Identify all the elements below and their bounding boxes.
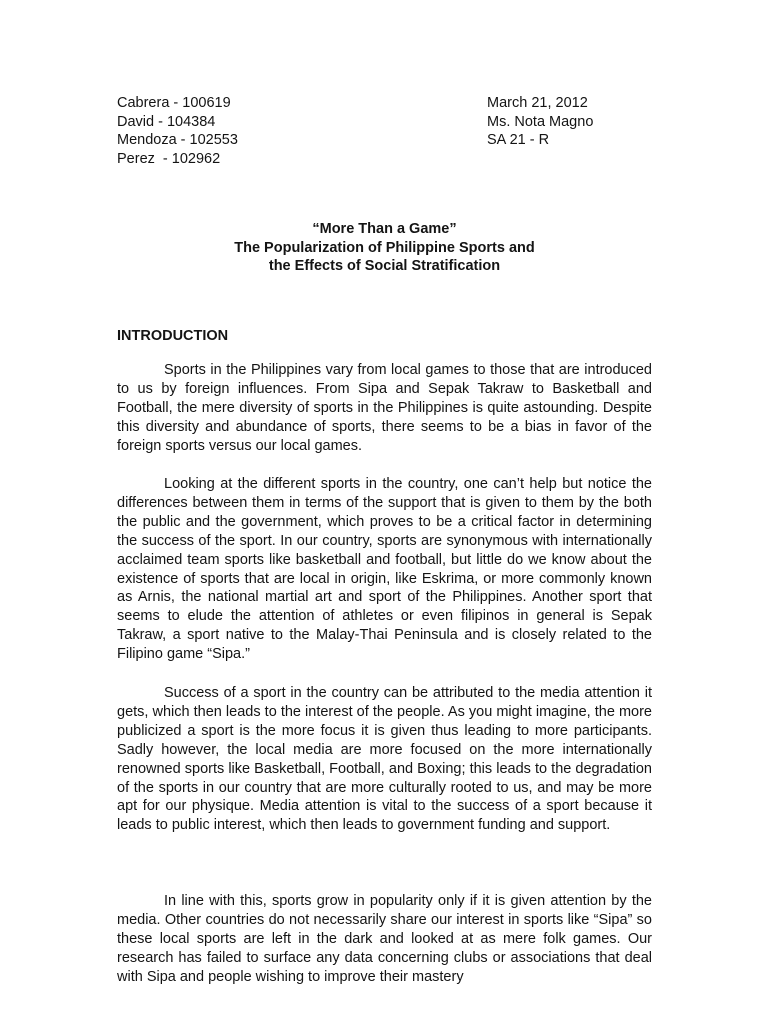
body-paragraph-1: Sports in the Philippines vary from local games to those that are introduced to us by foreign influences. From Sipa and Sepak Takraw to Basketball and Football, the mere diversity of sports in the Philippines is quite astounding. Despite this diversity and abundance of sports, there seems to be a bias in favor of the foreign sports versus our local games. [117, 362, 652, 454]
body-paragraph-3: Success of a sport in the country can be attributed to the media attention it gets, which then leads to the interest of the people. As you might imagine, the more publicized a sport is the more focus it is given thus leading to more participants. Sadly however, the local media are more focused on the more internationally renowned sports like Basketball, Football, and Boxing; this leads to the degradation of the sports in our country that are more culturally rooted to us, and may be more apt for our physique. Media attention is vital to the success of a sport because it leads to public interest, which then leads to government funding and support. [117, 685, 652, 834]
section-line: SA 21 - R [487, 132, 550, 149]
body-paragraph-4: In line with this, sports grow in popularity only if it is given attention by the media. Other countries do not necessarily share our interest in sports like “Sipa” so these local sports are left in the dark and looked at as mere folk games. Our research has failed to surface any data concerning clubs or associations that deal with Sipa and people wishing to improve their mastery [117, 893, 652, 985]
document-title [117, 220, 652, 276]
author-line: Perez - 102962 [117, 151, 221, 168]
author-list [117, 94, 238, 169]
author-line: Mendoza - 102553 [117, 132, 238, 149]
body-paragraph-2: Looking at the different sports in the country, one can’t help but notice the differences between them in terms of the support that is given to them by the both the public and the government, which proves to be a critical factor in determining the success of the sport. In our country, sports are synonymous with internationally acclaimed team sports like basketball and football, but little do we know about the existence of sports that are local in origin, like Eskrima, or more commonly known as Arnis, the national martial art and sport of the Philippines. Another sport that seems to elude the attention of athletes or even filipinos in general is Sepak Takraw, a sport native to the Malay-Thai Peninsula and is closely related to the Filipino game “Sipa.” [117, 476, 652, 663]
title-line-1: “More Than a Game” [312, 221, 457, 237]
title-line-2: The Popularization of Philippine Sports and [234, 239, 535, 256]
title-line-3: the Effects of Social Stratification [268, 258, 501, 275]
author-line: David - 104384 [117, 113, 216, 130]
author-line: Cabrera - 100619 [117, 95, 231, 111]
date-line: March 21, 2012 [487, 95, 588, 111]
section-heading: INTRODUCTION [117, 328, 229, 344]
instructor-line: Ms. Nota Magno [487, 113, 594, 130]
submission-info [487, 94, 593, 150]
